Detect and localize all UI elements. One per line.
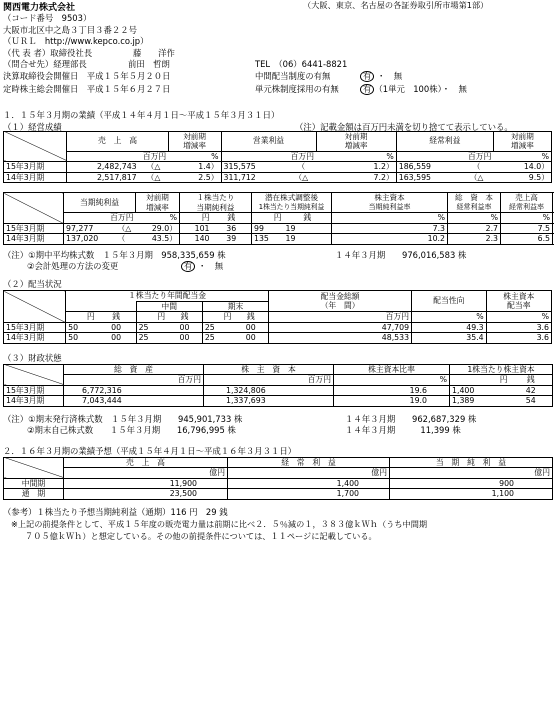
shares-outstanding-note: （注）①期末発行済株式数 １５年３月期 945,901,733 株 [3, 413, 243, 424]
bps-yen: 1,400 [450, 385, 510, 396]
year-end-sen: 00 [233, 333, 268, 344]
header-eps [180, 193, 252, 213]
sales-yoy: 1.4） [168, 162, 221, 173]
header-bps: 1株当たり株主資本 [450, 364, 553, 375]
header-equity: 株 主 資 本 [204, 364, 334, 375]
diluted-sen: 19 [284, 223, 332, 234]
header-diluted-eps [252, 193, 332, 213]
yoy-label: 対前期 [183, 131, 206, 141]
avg-shares-note: （注）①期中平均株式数 １５年３月期 958,335,659 株 [3, 249, 226, 260]
row-label: 15年3月期 [4, 162, 67, 173]
report-header [3, 0, 555, 12]
ordinary-yoy: 14.0） [493, 162, 551, 173]
header-yoy [136, 193, 180, 213]
interim-dividend-options: ・ 無 [377, 70, 403, 81]
selected-circle: 有 [360, 84, 374, 95]
yoy-label-2: 増減率 [511, 141, 534, 150]
roe-value: 7.3 [332, 223, 448, 234]
board-meeting-date: 決算取締役会開催日 平成１５年５月２０日 [3, 70, 171, 81]
financial-position-title: （３）財政状態 [3, 352, 62, 363]
sales-sign: （△ [139, 172, 169, 183]
table-row [4, 223, 553, 234]
avg-shares-prior: １４年３月期 976,016,583 株 [335, 249, 467, 260]
unit-million: 百万円 [269, 312, 412, 323]
net-income-sign: （△ [116, 223, 136, 234]
year-end-yen: 25 [202, 322, 233, 333]
unit-million: 百万円 [64, 213, 136, 224]
accounting-change-answer [181, 260, 223, 272]
representative-name: 藤 洋作 [133, 47, 175, 58]
header-roe [332, 193, 448, 213]
forecast-table [3, 457, 553, 500]
unit-percent: % [332, 213, 448, 224]
header-yoy [168, 131, 221, 151]
header-interim: 中間 [136, 301, 202, 312]
unit-oku-yen: 億円 [64, 468, 228, 479]
header-year-end: 期末 [202, 301, 268, 312]
table-row [4, 162, 552, 173]
unit-sen: 銭 [284, 213, 332, 224]
unit-percent: % [334, 375, 450, 386]
net-income-value: 137,020 [64, 234, 116, 245]
assumption-note-2: ７０５億ｋＷｈ）と想定している。その他の前提条件については、１１ページに記載している。 [25, 530, 377, 541]
corner-cell [4, 457, 64, 478]
section-1-title: １．１５年３月期の業績（平成１４年４月１日〜平成１５年３月３１日） [3, 109, 280, 120]
unit-sen: 銭 [167, 312, 202, 323]
header-total-dividend [269, 291, 412, 312]
equity-ratio-value: 19.0 [334, 396, 450, 407]
accounting-change-label: ②会計処理の方法の変更 [27, 261, 119, 271]
header-dividend-ratio [486, 291, 551, 312]
row-label: 14年3月期 [4, 234, 64, 245]
interim-sen: 00 [167, 322, 202, 333]
payout-value: 35.4 [412, 333, 487, 344]
payout-value: 49.3 [412, 322, 487, 333]
diluted-label: 潜在株式調整後 [264, 193, 319, 202]
unit-sen: 銭 [233, 312, 268, 323]
interim-dividend-question: 中間配当制度の有無 [255, 70, 331, 81]
table-row [4, 234, 553, 245]
total-label: 配当金総額 [320, 291, 360, 301]
ros-label-2: 経常利益率 [509, 202, 545, 211]
roa-label: 総 資 本 [455, 193, 493, 202]
header-ordinary-income: 経常利益 [396, 131, 493, 151]
eps-sen: 39 [212, 234, 252, 245]
table-row [4, 322, 552, 333]
ratio-label-2: 配当率 [507, 301, 531, 310]
accounting-change-options: ・ 無 [198, 261, 224, 271]
row-label: 中間期 [4, 478, 64, 489]
roa-label-2: 経常利益率 [456, 202, 492, 211]
row-label: 15年3月期 [4, 223, 64, 234]
contact-name: 前田 哲朗 [128, 59, 170, 69]
unit-sen: 銭 [97, 312, 136, 323]
header-annual-dividend: １株当たり年間配当金 [66, 291, 269, 302]
yoy-label: 対前期 [511, 131, 534, 141]
bps-sen: 42 [510, 385, 553, 396]
ros-label: 売上高 [515, 193, 538, 202]
header-yoy [493, 131, 551, 151]
contact-label: （問合せ先）経理部長 [3, 59, 87, 69]
operating-value: 315,575 [221, 162, 286, 173]
dividend-yen: 50 [66, 322, 97, 333]
header-operating-income: 営業利益 [221, 131, 316, 151]
forecast-ordinary: 1,400 [228, 478, 390, 489]
unit-yen: 円 [252, 213, 284, 224]
unit-percent: % [486, 312, 551, 323]
header-sales: 売 上 高 [67, 131, 168, 151]
net-income-yoy: 43.5） [136, 234, 180, 245]
unit-share-options: （1単元 100株）・ 無 [374, 83, 467, 94]
roa-value: 2.3 [448, 234, 501, 245]
diluted-label-2: 1株当たり当期純利益 [258, 202, 325, 211]
forecast-title: ２．１６年３月期の業績予想（平成１５年４月１日〜平成１６年３月３１日） [3, 445, 297, 456]
table-row [4, 478, 553, 489]
section-1-subtitle: （１）経営成績 [3, 121, 62, 132]
ordinary-yoy: 9.5） [493, 172, 551, 183]
unit-percent: % [412, 312, 487, 323]
interim-yen: 25 [136, 322, 167, 333]
header-roa [448, 193, 501, 213]
exchange-listing: （大阪、東京、名古屋の各証券取引所市場第1部） [303, 0, 489, 10]
roe-value: 10.2 [332, 234, 448, 245]
net-income-table [3, 192, 553, 245]
amount-note: （注）記載金額は百万円未満を切り捨てて表示している。 [295, 121, 513, 132]
equity-ratio-value: 19.6 [334, 385, 450, 396]
dividend-table [3, 290, 552, 344]
unit-yen: 円 [180, 213, 212, 224]
row-label: 通 期 [4, 489, 64, 500]
total-assets-value: 6,772,316 [64, 385, 204, 396]
header-net-income: 当期純利益 [64, 193, 136, 213]
reference-eps: （参考）１株当たり予想当期純利益（通期）116 円 29 銭 [3, 506, 228, 517]
dividend-ratio-value: 3.6 [486, 333, 551, 344]
header-total-assets: 総 資 産 [64, 364, 204, 375]
sales-yoy: 2.5） [168, 172, 221, 183]
table-row [4, 333, 552, 344]
treasury-shares-note: ②期末自己株式数 １５年３月期 16,796,995 株 [27, 425, 236, 435]
header-ordinary-income: 経 常 利 益 [228, 457, 390, 468]
unit-percent: % [501, 213, 553, 224]
dividend-ratio-value: 3.6 [486, 322, 551, 333]
interim-yen: 25 [136, 333, 167, 344]
table-row [4, 385, 553, 396]
header-payout-ratio: 配当性向 [412, 291, 487, 312]
header-yoy [316, 131, 396, 151]
assumption-note-1: ※上記の前提条件として、平成１５年度の販売電力量は前期に比べ２．５％減の１，３８３億ｋＷｈ（うち中間期 [11, 519, 428, 529]
sales-value: 2,482,743 [67, 162, 139, 173]
unit-percent: % [136, 213, 180, 224]
bps-yen: 1,389 [450, 396, 510, 407]
earnings-report [3, 0, 555, 542]
header-ros [501, 193, 553, 213]
roa-value: 2.7 [448, 223, 501, 234]
eps-yen: 140 [180, 234, 212, 245]
stock-code: （コード番号 9503） [3, 13, 92, 23]
forecast-ordinary: 1,700 [228, 489, 390, 500]
treasury-shares-prior: １４年３月期 11,399 株 [345, 425, 461, 435]
company-url: （ＵＲＬ http://www.kepco.co.jp） [3, 36, 149, 46]
yoy-label: 対前期 [146, 193, 169, 202]
row-label: 14年3月期 [4, 396, 64, 407]
agm-date: 定時株主総会開催日 平成１５年６月２７日 [3, 83, 171, 94]
forecast-sales: 23,500 [64, 489, 228, 500]
unit-share-question: 単元株制度採用の有無 [255, 83, 339, 94]
selected-circle: 有 [360, 71, 374, 82]
total-dividend-value: 48,533 [269, 333, 412, 344]
corner-cell [4, 193, 64, 224]
row-label: 14年3月期 [4, 333, 66, 344]
telephone: TEL （06）6441-8821 [255, 59, 348, 69]
ordinary-value: 186,559 [396, 162, 459, 173]
net-income-sign: （ [116, 234, 136, 245]
diluted-yen: 135 [252, 234, 284, 245]
ordinary-sign: （ [460, 162, 494, 173]
unit-yen: 円 [66, 312, 97, 323]
total-dividend-value: 47,709 [269, 322, 412, 333]
sales-sign: （△ [139, 162, 169, 173]
yoy-label-2: 増減率 [344, 141, 368, 150]
equity-value: 1,337,693 [204, 396, 334, 407]
corner-cell [4, 364, 64, 385]
unit-percent: % [448, 213, 501, 224]
eps-label-2: 当期純利益 [196, 202, 235, 212]
equity-value: 1,324,806 [204, 385, 334, 396]
corner-cell [4, 291, 66, 323]
sales-value: 2,517,817 [67, 172, 139, 183]
unit-million: 百万円 [221, 151, 316, 162]
address: 大阪市北区中之島３丁目３番２２号 [3, 24, 137, 35]
representative-label: （代 表 者）取締役社長 [3, 47, 93, 58]
row-label: 15年3月期 [4, 322, 66, 333]
operating-sign: （ [286, 162, 316, 173]
ratio-label: 株主資本 [503, 291, 535, 301]
roe-label: 株主資本 [374, 193, 405, 202]
table-row [4, 396, 553, 407]
header-sales: 売 上 高 [64, 457, 228, 468]
row-label: 14年3月期 [4, 172, 67, 183]
company-name: 関西電力株式会社 [3, 3, 76, 13]
operating-yoy: 7.2） [316, 172, 396, 183]
ordinary-sign: （△ [460, 172, 494, 183]
total-label-2: （年 間） [320, 301, 360, 310]
unit-yen: 円 [202, 312, 233, 323]
eps-sen: 36 [212, 223, 252, 234]
header-equity-ratio: 株主資本比率 [334, 364, 450, 375]
unit-percent: % [316, 151, 396, 162]
yoy-label: 対前期 [344, 131, 368, 141]
header-net-income: 当 期 純 利 益 [390, 457, 553, 468]
forecast-net: 1,100 [390, 489, 553, 500]
yoy-label-2: 増減率 [183, 141, 206, 150]
net-income-yoy: 29.0） [136, 223, 180, 234]
unit-share-answer [360, 83, 467, 95]
row-label: 15年3月期 [4, 385, 64, 396]
ros-value: 7.5 [501, 223, 553, 234]
blank-cell [66, 301, 136, 312]
unit-oku-yen: 億円 [390, 468, 553, 479]
year-end-sen: 00 [233, 322, 268, 333]
operating-value: 311,712 [221, 172, 286, 183]
dividend-title: （２）配当状況 [3, 279, 62, 289]
unit-sen: 銭 [510, 375, 553, 386]
diluted-yen: 99 [252, 223, 284, 234]
diluted-sen: 19 [284, 234, 332, 245]
operating-sign: （△ [286, 172, 316, 183]
unit-yen: 円 [136, 312, 167, 323]
unit-percent: % [493, 151, 551, 162]
operating-yoy: 1.2） [316, 162, 396, 173]
operating-results-table [3, 131, 552, 184]
selected-circle: 有 [181, 261, 195, 272]
unit-million: 百万円 [396, 151, 493, 162]
ros-value: 6.5 [501, 234, 553, 245]
interim-sen: 00 [167, 333, 202, 344]
yoy-label-2: 増減率 [146, 202, 169, 212]
dividend-sen: 00 [97, 333, 136, 344]
unit-million: 百万円 [64, 375, 204, 386]
bps-sen: 54 [510, 396, 553, 407]
eps-label: １株当たり [196, 193, 235, 202]
year-end-yen: 25 [202, 333, 233, 344]
shares-outstanding-prior: １４年３月期 962,687,329 株 [345, 413, 477, 424]
dividend-sen: 00 [97, 322, 136, 333]
forecast-net: 900 [390, 478, 553, 489]
unit-million: 百万円 [67, 151, 168, 162]
unit-sen: 銭 [212, 213, 252, 224]
unit-yen: 円 [450, 375, 510, 386]
corner-cell [4, 131, 67, 162]
table-row [4, 489, 553, 500]
unit-million: 百万円 [204, 375, 334, 386]
eps-yen: 101 [180, 223, 212, 234]
financial-position-table [3, 364, 553, 407]
dividend-yen: 50 [66, 333, 97, 344]
forecast-sales: 11,900 [64, 478, 228, 489]
table-row [4, 172, 552, 183]
net-income-value: 97,277 [64, 223, 116, 234]
unit-percent: % [168, 151, 221, 162]
unit-oku-yen: 億円 [228, 468, 390, 479]
interim-dividend-answer [360, 70, 402, 82]
ordinary-value: 163,595 [396, 172, 459, 183]
total-assets-value: 7,043,444 [64, 396, 204, 407]
roe-label-2: 当期純利益率 [368, 202, 411, 211]
